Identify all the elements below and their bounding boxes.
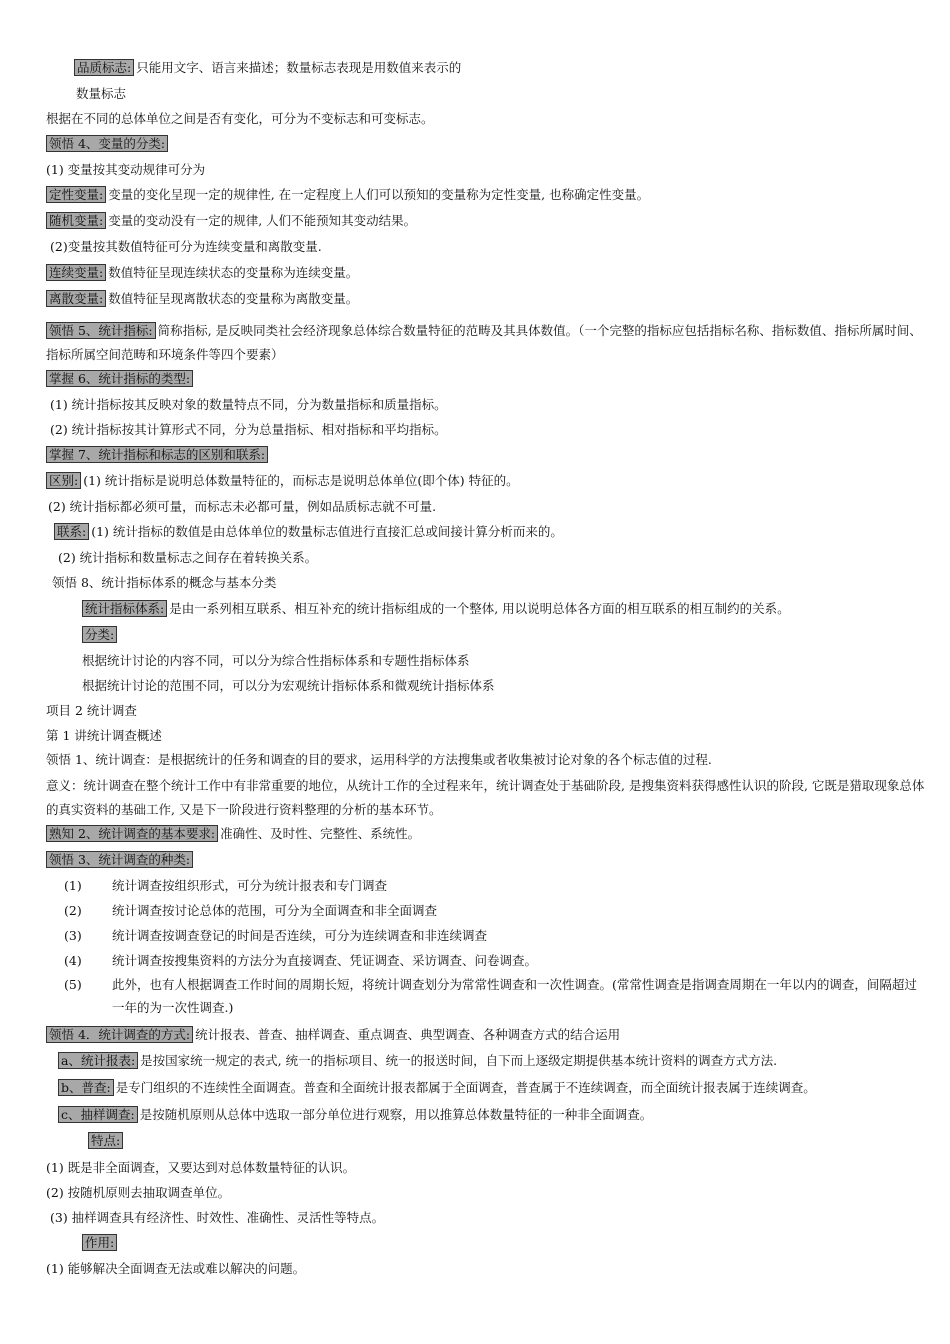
line-text: 统计报表、普查、抽样调查、重点调查、典型调查、各种调查方式的结合运用 (195, 1027, 621, 1042)
list-number: (5) (64, 977, 82, 992)
line-text: (1) 统计指标是说明总体数量特征的，而标志是说明总体单位(即个体) 特征的。 (83, 473, 519, 488)
list-number: (2) (64, 903, 82, 918)
line-text: 根据统计讨论的范围不同，可以分为宏观统计指标体系和微观统计指标体系 (82, 678, 495, 693)
list-item (64, 953, 537, 968)
term-highlight: 离散变量: (46, 290, 106, 307)
term-highlight: b、普查: (58, 1079, 114, 1096)
line-text: 只能用文字、语言来描述；数量标志表现是用数值来表示的 (136, 60, 462, 75)
text-line (46, 826, 420, 841)
line-text: (1) 既是非全面调查，又要达到对总体数量特征的认识。 (46, 1160, 356, 1175)
line-text: 根据统计讨论的内容不同，可以分为综合性指标体系和专题性指标体系 (82, 653, 470, 668)
line-text: 统计调查按组织形式，可分为统计报表和专门调查 (112, 878, 388, 893)
text-line (50, 422, 447, 437)
text-line (54, 524, 563, 539)
term-highlight: 掌握 7、统计指标和标志的区别和联系: (46, 446, 268, 463)
list-item (64, 928, 487, 943)
line-text: (2) 统计指标和数量标志之间存在着转换关系。 (58, 550, 318, 565)
text-line (82, 678, 495, 693)
line-text: 根据在不同的总体单位之间是否有变化，可分为不变标志和可变标志。 (46, 111, 434, 126)
term-highlight: 随机变量: (46, 212, 106, 229)
line-text: (1) 统计指标按其反映对象的数量特点不同，分为数量指标和质量指标。 (50, 397, 447, 412)
text-line (46, 291, 358, 306)
line-text: (1) 能够解决全面调查无法或难以解决的问题。 (46, 1261, 306, 1276)
list-item (64, 878, 387, 893)
line-text: 是由一系列相互联系、相互补充的统计指标组成的一个整体, 用以说明总体各方面的相互联系的相互制约的关系。 (169, 601, 790, 616)
line-text: 准确性、及时性、完整性、系统性。 (220, 826, 421, 841)
line-text: 领悟 1、统计调查：是根据统计的任务和调查的目的要求，运用科学的方法搜集或者收集被讨论对象的各个标志值的过程. (46, 752, 712, 767)
text-line (76, 86, 126, 101)
text-line (46, 473, 519, 488)
line-text: 变量的变化呈现一定的规律性, 在一定程度上人们可以预知的变量称为定性变量, 也称确定性变量。 (108, 187, 650, 202)
text-line (58, 1053, 777, 1068)
term-highlight: 定性变量: (46, 186, 106, 203)
list-item (64, 903, 437, 918)
line-text: (2) 按随机原则去抽取调查单位。 (46, 1185, 231, 1200)
term-highlight: 联系: (54, 523, 89, 540)
term-highlight: 领悟 4、变量的分类: (46, 135, 168, 152)
line-text: (2) 统计指标都必须可量，而标志未必都可量，例如品质标志就不可量. (48, 499, 437, 514)
term-highlight: 品质标志: (74, 59, 134, 76)
term-highlight: c、抽样调查: (58, 1106, 138, 1123)
line-text: 统计调查按讨论总体的范围，可分为全面调查和非全面调查 (112, 903, 438, 918)
line-text: 简称指标, 是反映同类社会经济现象总体综合数量特征的范畴及其具体数值。（一个完整的指标应包括指标名称、指标数值、指标所属时间、指标所属空间范畴和环境条件等四个要素） (46, 323, 922, 362)
term-highlight: 分类: (82, 626, 117, 643)
section-heading (46, 447, 270, 462)
line-text: (1) 统计指标的数值是由总体单位的数量标志值进行直接汇总或间接计算分析而来的。 (91, 524, 563, 539)
text-line (46, 1027, 620, 1042)
list-number: (4) (64, 953, 82, 968)
text-line (74, 60, 461, 75)
line-text: 数值特征呈现离散状态的变量称为离散变量。 (108, 291, 359, 306)
line-text: 变量的变动没有一定的规律, 人们不能预知其变动结果。 (108, 213, 417, 228)
text-line (82, 601, 790, 616)
line-text: 是专门组织的不连续性全面调查。普查和全面统计报表都属于全面调查，普查属于不连续调查，而全面统计报表属于连续调查。 (115, 1080, 816, 1095)
line-text: 统计调查按搜集资料的方法分为直接调查、凭证调查、采访调查、问卷调查。 (112, 953, 538, 968)
line-text: (2)变量按其数值特征可分为连续变量和离散变量. (50, 239, 322, 254)
term-highlight: a、统计报表: (58, 1052, 138, 1069)
text-line (48, 499, 436, 514)
text-line (46, 752, 712, 767)
section-heading (82, 1235, 119, 1250)
text-line (50, 239, 322, 254)
line-text: 数值特征呈现连续状态的变量称为连续变量。 (108, 265, 359, 280)
line-text: 第 1 讲统计调查概述 (46, 728, 162, 743)
line-text: (3) 抽样调查具有经济性、时效性、准确性、灵活性等特点。 (50, 1210, 385, 1225)
section-heading (82, 627, 119, 642)
line-text: 项目 2 统计调查 (46, 703, 137, 718)
text-line (52, 575, 276, 590)
text-line (82, 653, 470, 668)
term-highlight: 连续变量: (46, 264, 106, 281)
text-line (46, 213, 416, 228)
line-text: 领悟 8、统计指标体系的概念与基本分类 (52, 575, 277, 590)
line-text: (1) 变量按其变动规律可分为 (46, 162, 206, 177)
line-text: 是按随机原则从总体中选取一部分单位进行观察，用以推算总体数量特征的一种非全面调查。 (139, 1107, 653, 1122)
term-highlight: 掌握 6、统计指标的类型: (46, 370, 193, 387)
line-text: 数量标志 (76, 86, 127, 101)
term-highlight: 领悟 5、统计指标: (46, 322, 156, 339)
text-line (46, 703, 137, 718)
term-highlight: 作用: (82, 1234, 117, 1251)
term-highlight: 统计指标体系: (82, 600, 167, 617)
text-line (46, 162, 205, 177)
term-highlight: 特点: (88, 1132, 123, 1149)
text-line (58, 550, 317, 565)
term-highlight: 区别: (46, 472, 81, 489)
term-highlight: 熟知 2、统计调查的基本要求: (46, 825, 218, 842)
section-heading (88, 1133, 125, 1148)
line-text: 是按国家统一规定的表式, 统一的指标项目、统一的报送时间，自下而上逐级定期提供基本统计资料的调查方式方法. (140, 1053, 778, 1068)
text-line (58, 1080, 816, 1095)
text-line (46, 1160, 355, 1175)
line-text: (2) 统计指标按其计算形式不同，分为总量指标、相对指标和平均指标。 (50, 422, 447, 437)
text-line (46, 187, 649, 202)
term-highlight: 领悟 3、统计调查的种类: (46, 851, 193, 868)
list-item (64, 977, 924, 1019)
term-highlight: 领悟 4．统计调查的方式: (46, 1026, 193, 1043)
text-line (50, 1210, 384, 1225)
section-heading (46, 136, 170, 151)
text-line (46, 728, 162, 743)
text-line (58, 1107, 652, 1122)
list-number: (1) (64, 878, 82, 893)
line-text: 统计调查按调查登记的时间是否连续，可分为连续调查和非连续调查 (112, 928, 488, 943)
text-paragraph (46, 774, 926, 822)
text-line (46, 1261, 305, 1276)
section-heading (46, 852, 195, 867)
text-line (50, 397, 447, 412)
text-line (46, 1185, 230, 1200)
text-paragraph (46, 319, 926, 367)
line-text: 意义：统计调查在整个统计工作中有非常重要的地位，从统计工作的全过程来年，统计调查处于基础阶段, 是搜集资料获得感性认识的阶段, 它既是猎取现象总体的真实资料的基础工作, 又是下一阶段进行资料整理的分析的基本环节。 (46, 778, 925, 817)
section-heading (46, 371, 195, 386)
text-line (46, 111, 434, 126)
list-number: (3) (64, 928, 82, 943)
text-line (46, 265, 358, 280)
line-text: 此外，也有人根据调查工作时间的周期长短，将统计调查划分为常常性调查和一次性调查。(常常性调查是指调查周期在一年以内的调查，间隔超过一年的为一次性调查.) (112, 977, 917, 1015)
